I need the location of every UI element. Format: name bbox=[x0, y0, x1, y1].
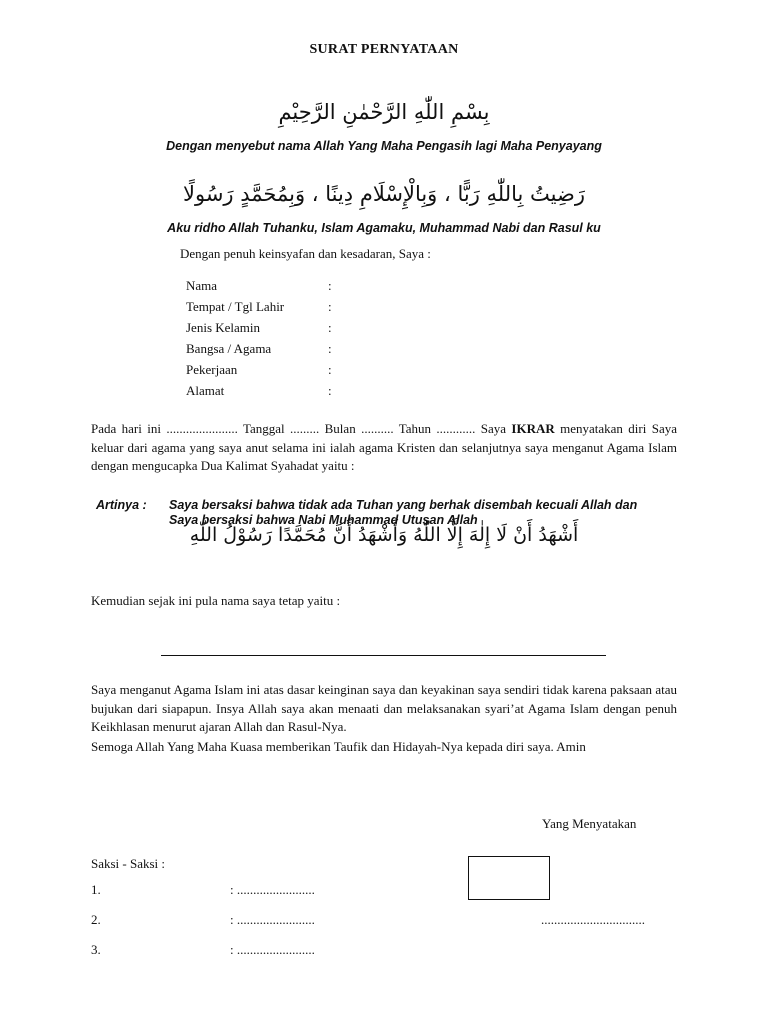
kemudian-text: Kemudian sejak ini pula nama saya tetap yaitu : bbox=[91, 593, 341, 608]
saksi-number: 3. bbox=[91, 942, 101, 957]
radhitu-translation: Aku ridho Allah Tuhanku, Islam Agamaku, Muhammad Nabi dan Rasul ku bbox=[167, 221, 601, 235]
field-row-pekerjaan bbox=[186, 359, 332, 380]
field-colon: : bbox=[328, 341, 332, 356]
ikrar-paragraph bbox=[91, 420, 677, 476]
field-colon: : bbox=[328, 383, 332, 398]
basmalah-translation: Dengan menyebut nama Allah Yang Maha Pengasih lagi Maha Penyayang bbox=[166, 139, 602, 153]
ikrar-text-start: Pada hari ini ...................... Tanggal ......... Bulan .......... Tahun ............ Saya bbox=[91, 421, 512, 436]
ikrar-text-end: menyatakan diri Saya keluar dari agama yang saya anut selama ini ialah agama Kristen dan selanjutnya saya menganut Agama Islam dengan mengucapka Dua Kalimat Syahadat yaitu : bbox=[91, 421, 677, 473]
field-label: Jenis Kelamin bbox=[186, 320, 261, 335]
ikrar-bold: IKRAR bbox=[511, 421, 555, 436]
saksi-number: 1. bbox=[91, 882, 101, 897]
saksi-row-1 bbox=[91, 882, 315, 898]
field-colon: : bbox=[328, 362, 332, 377]
declaration-paragraph: Saya menganut Agama Islam ini atas dasar keinginan saya dan keyakinan saya sendiri tidak karena paksaan atau bujukan dari siapapun. Insya Allah saya akan menaati dan melaksanakan syari’at Agama Islam dengan penuh Keikhlasan menurut ajaran Allah dan Rasul-Nya. bbox=[91, 682, 677, 734]
field-row-nama bbox=[186, 275, 332, 296]
artinya-line-2: Saya bersaksi bahwa Nabi Muhammad Utusan Allah bbox=[169, 512, 478, 527]
basmalah-arabic: بِسْمِ اللّٰهِ الرَّحْمٰنِ الرَّحِيْمِ bbox=[278, 100, 490, 124]
field-label: Nama bbox=[186, 278, 218, 293]
field-colon: : bbox=[328, 320, 332, 335]
field-row-bangsa-agama bbox=[186, 338, 332, 359]
field-colon: : bbox=[328, 278, 332, 293]
field-label: Tempat / Tgl Lahir bbox=[186, 299, 285, 314]
field-label: Alamat bbox=[186, 383, 225, 398]
signature-line: ................................ bbox=[541, 912, 645, 927]
syahadat-arabic: أَشْهَدُ أَنْ لَا إِلٰهَ إِلَّا اللّٰهُ وَأَشْهَدُ أَنَّ مُحَمَّدًا رَسُوْلُ اللّٰهِ bbox=[189, 524, 579, 546]
field-row-tempat-tgl-lahir bbox=[186, 296, 332, 317]
new-name-line bbox=[161, 655, 606, 656]
artinya-block bbox=[96, 498, 637, 527]
saksi-number: 2. bbox=[91, 912, 101, 927]
closing-prayer: Semoga Allah Yang Maha Kuasa memberikan Taufik dan Hidayah-Nya kepada diri saya. Amin bbox=[91, 739, 586, 754]
document-title: SURAT PERNYATAAN bbox=[309, 42, 459, 57]
stamp-box bbox=[468, 856, 550, 900]
saksi-heading: Saksi - Saksi : bbox=[91, 856, 166, 871]
intro-text: Dengan penuh keinsyafan dan kesadaran, Saya : bbox=[180, 246, 431, 261]
saksi-row-2 bbox=[91, 912, 315, 928]
field-label: Bangsa / Agama bbox=[186, 341, 272, 356]
field-row-alamat bbox=[186, 380, 332, 401]
saksi-value: : ........................ bbox=[230, 912, 315, 927]
identity-fields bbox=[186, 275, 332, 401]
field-row-jenis-kelamin bbox=[186, 317, 332, 338]
yang-menyatakan-label: Yang Menyatakan bbox=[542, 816, 637, 831]
field-colon: : bbox=[328, 299, 332, 314]
saksi-row-3 bbox=[91, 942, 315, 958]
artinya-text bbox=[169, 498, 637, 527]
field-label: Pekerjaan bbox=[186, 362, 238, 377]
saksi-value: : ........................ bbox=[230, 942, 315, 957]
saksi-value: : ........................ bbox=[230, 882, 315, 897]
radhitu-arabic: رَضِيتُ بِاللّٰهِ رَبًّا ، وَبِالْإِسْلَامِ دِينًا ، وَبِمُحَمَّدٍ رَسُولًا bbox=[183, 182, 585, 206]
artinya-line-1: Saya bersaksi bahwa tidak ada Tuhan yang berhak disembah kecuali Allah dan bbox=[169, 498, 638, 512]
artinya-label: Artinya : bbox=[96, 498, 147, 512]
